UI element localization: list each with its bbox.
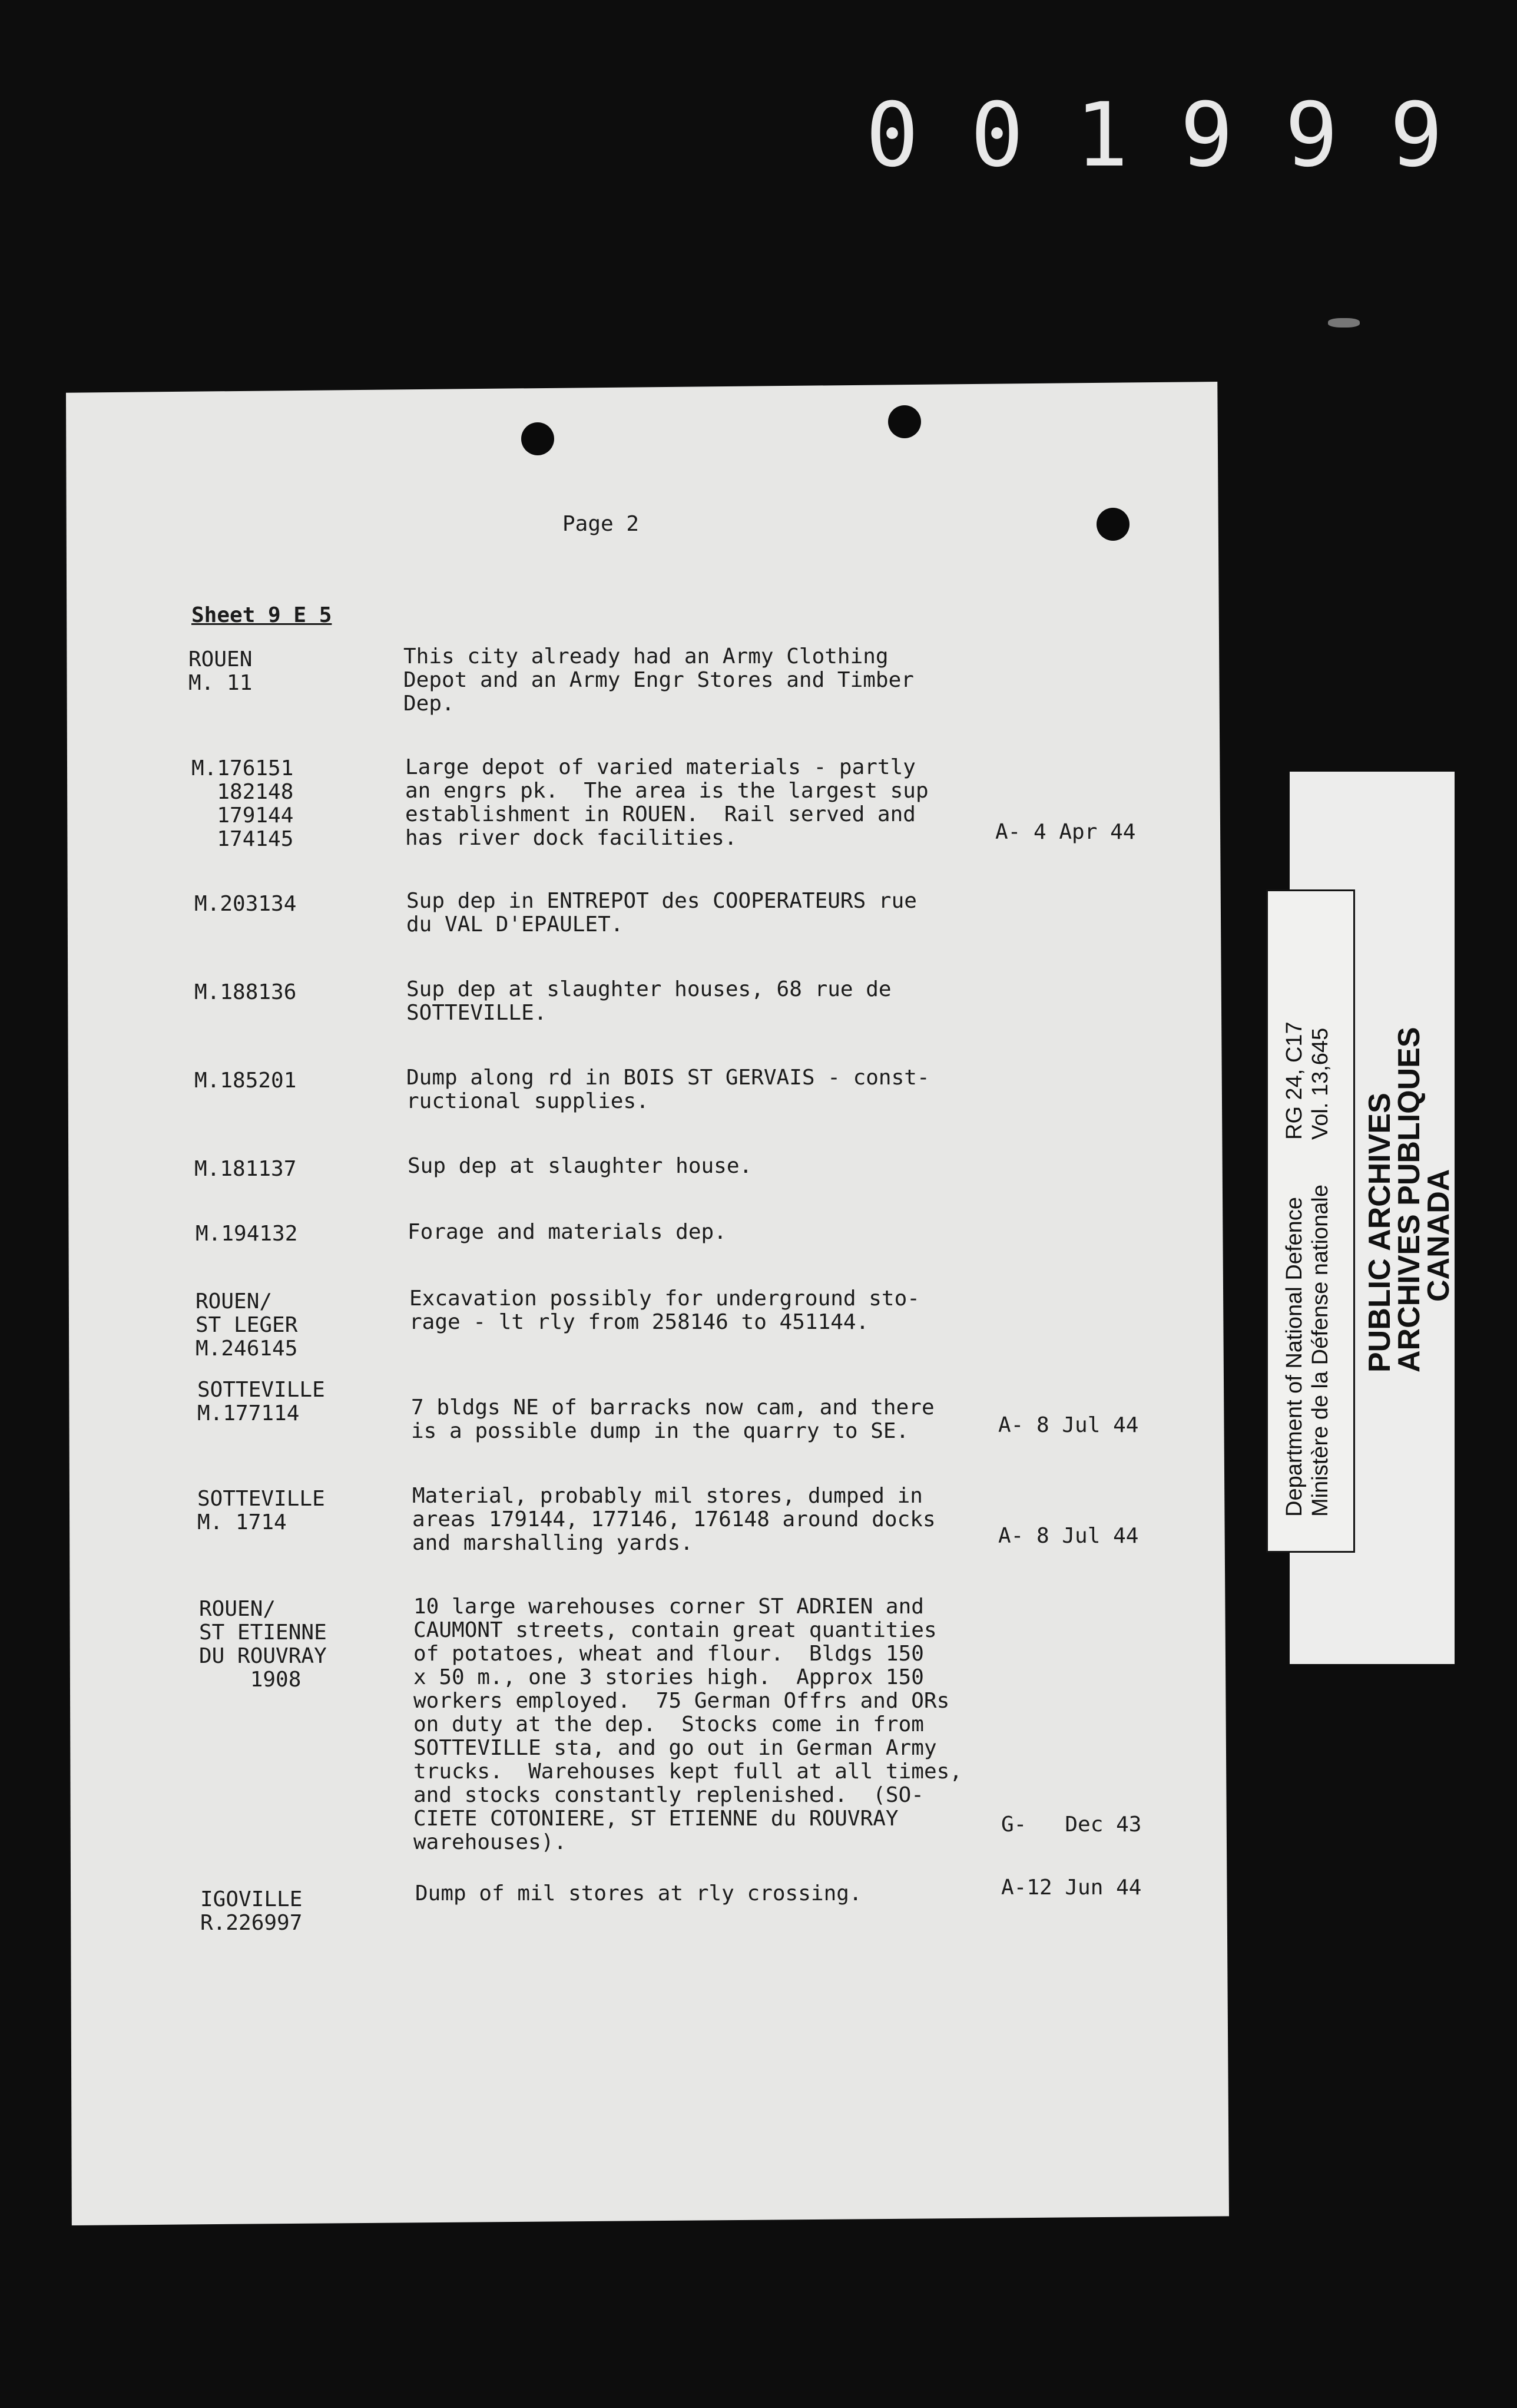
entry-description: Sup dep in ENTREPOT des COOPERATEURS rue du VAL D'EPAULET. [406, 889, 917, 937]
entry-reference: G- Dec 43 [1001, 1812, 1142, 1837]
entry-location: ROUEN/ ST ETIENNE DU ROUVRAY 1908 [199, 1597, 327, 1692]
film-speck [1328, 318, 1360, 328]
archive-stamp-fr: ARCHIVES PUBLIQUES [1392, 1027, 1426, 1372]
archive-department-fr: Ministère de la Défense nationale [1308, 1184, 1333, 1517]
entry-reference: A- 4 Apr 44 [995, 820, 1136, 844]
entry-description: Dump of mil stores at rly crossing. [415, 1881, 862, 1906]
punch-hole [521, 422, 554, 455]
entry-description: Forage and materials dep. [408, 1220, 727, 1244]
frame-number [848, 84, 1460, 187]
entry-location: SOTTEVILLE M. 1714 [197, 1487, 325, 1534]
entry-description: Sup dep at slaughter house. [408, 1154, 753, 1178]
page-number: Page 2 [562, 512, 640, 536]
entry-reference: A- 8 Jul 44 [998, 1524, 1139, 1548]
archive-record-group: RG 24, C17 [1282, 1021, 1307, 1140]
entry-description: Sup dep at slaughter houses, 68 rue de SOTTEVILLE. [406, 977, 892, 1025]
entry-location: M.203134 [194, 892, 297, 916]
entry-location: ROUEN M. 11 [188, 647, 253, 695]
entry-description: 7 bldgs NE of barracks now cam, and there is a possible dump in the quarry to SE. [411, 1395, 935, 1443]
entry-description: Dump along rd in BOIS ST GERVAIS - const- ructional supplies. [406, 1066, 930, 1113]
entry-location: M.188136 [194, 980, 297, 1004]
entry-location: IGOVILLE R.226997 [200, 1887, 303, 1935]
entry-description: Large depot of varied materials - partly an engrs pk. The area is the largest sup establishment in ROUEN. Rail served and has river dock facilities. [405, 755, 929, 850]
entry-description: 10 large warehouses corner ST ADRIEN and CAUMONT streets, contain great quantities of potatoes, wheat and flour. Bldgs 150 x 50 m., one 3 stories high. Approx 150 workers employed. 75 German Offrs and ORs on duty at the dep. Stocks come in from SOTTEVILLE sta, and go out in German Army trucks. Warehouses kept full at all times, and stocks constantly replenished. (SO- CIETE COTONIERE, ST ETIENNE du ROUVRAY warehouses). [413, 1595, 962, 1854]
entry-location: M.176151 182148 179144 174145 [191, 756, 294, 851]
entry-description: This city already had an Army Clothing Depot and an Army Engr Stores and Timber Dep. [403, 644, 914, 716]
archive-volume: Vol. 13,645 [1308, 1027, 1333, 1140]
frame-digit: 9 [1180, 84, 1234, 187]
entry-location: M.181137 [194, 1157, 297, 1181]
frame-digit: 9 [1284, 84, 1339, 187]
entry-location: M.194132 [196, 1222, 298, 1246]
archive-stamp-en: PUBLIC ARCHIVES [1363, 1093, 1397, 1372]
entry-location: M.185201 [194, 1069, 297, 1093]
frame-digit: 9 [1389, 84, 1443, 187]
entry-reference: A-12 Jun 44 [1001, 1876, 1142, 1900]
archive-stamp-country: CANADA [1422, 1169, 1456, 1302]
entry-description: Excavation possibly for underground sto- rage - lt rly from 258146 to 451144. [409, 1286, 920, 1334]
frame-digit: 0 [970, 84, 1024, 187]
entry-location: ROUEN/ ST LEGER M.246145 [196, 1289, 298, 1361]
entry-description: Material, probably mil stores, dumped in areas 179144, 177146, 176148 around docks and marshalling yards. [412, 1484, 936, 1555]
punch-hole [1097, 508, 1130, 541]
punch-hole [888, 405, 921, 438]
frame-digit: 0 [865, 84, 919, 187]
sheet-heading: Sheet 9 E 5 [191, 603, 332, 627]
archive-department-en: Department of National Defence [1282, 1197, 1307, 1517]
frame-digit: 1 [1075, 84, 1129, 187]
entry-reference: A- 8 Jul 44 [998, 1413, 1139, 1437]
entry-location: SOTTEVILLE M.177114 [197, 1378, 325, 1425]
